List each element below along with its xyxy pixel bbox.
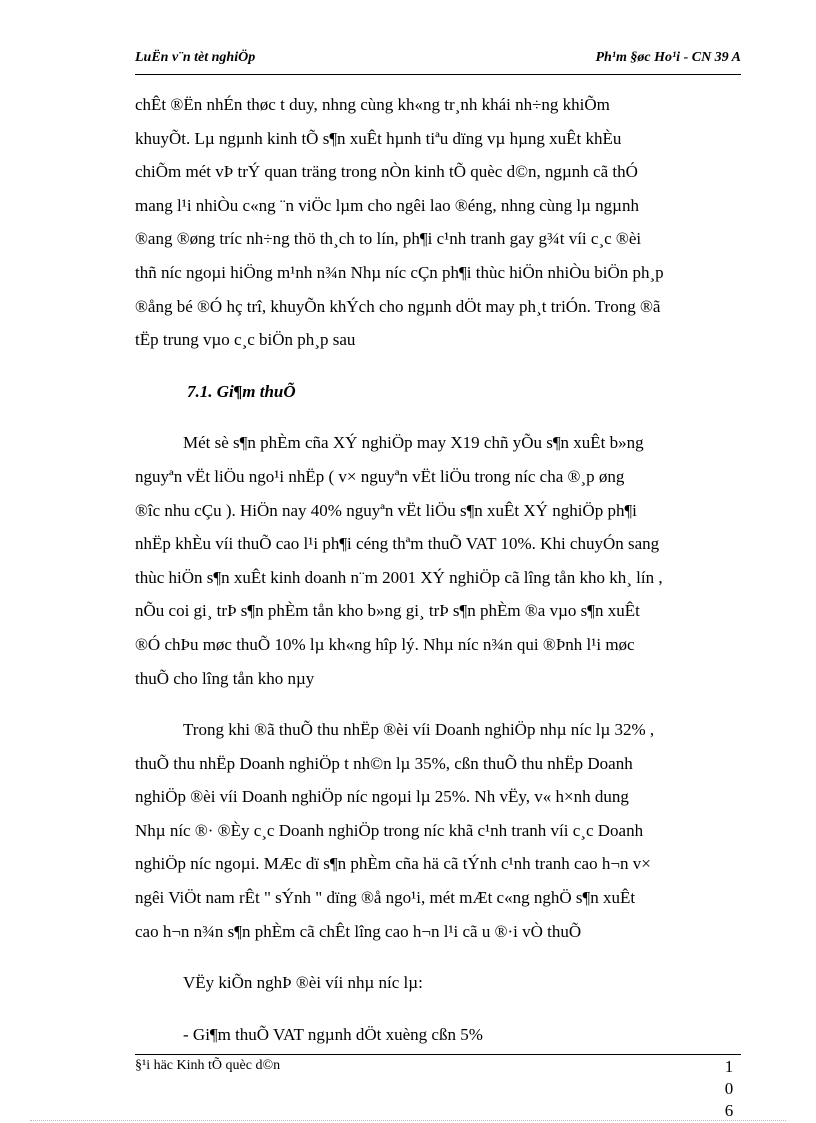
text-line: nÕu coi gi¸ trÞ s¶n phÈm tån kho b»ng gi¸ trÞ s¶n phÈm ®a vµo s¶n xuÊt (135, 601, 640, 621)
paragraph-income-tax (135, 713, 741, 948)
text-line: Mét sè s¶n phÈm cña XÝ nghiÖp may X19 chñ yÕu s¶n xuÊt b»ng (183, 433, 644, 453)
text-line: thùc hiÖn s¶n xuÊt kinh doanh n¨m 2001 XÝ nghiÖp cã lîng tån kho kh¸ lín , (135, 567, 663, 587)
text-line: ngêi ViÖt nam rÊt " sÝnh " dïng ®å ngo¹i, mét mÆt c«ng nghÖ s¶n xuÊt (135, 888, 636, 908)
page-number-digit: 6 (724, 1101, 734, 1120)
text-line: thuÕ cho lîng tån kho nµy (135, 668, 315, 688)
text-line: mang l¹i nhiÒu c«ng ¨n viÖc lµm cho ngêi lao ®éng, nhng cùng lµ ngµnh (135, 195, 639, 215)
text-line: chiÕm mét vÞ trÝ quan träng trong nÒn kinh tÕ quèc d©n, ngµnh cã thÓ (135, 162, 638, 182)
header-thesis-title: LuËn v¨n tèt nghiÖp (135, 50, 256, 65)
text-line: chÊt ®Ën nhÉn thøc t duy, nhng cùng kh«ng tr¸nh khái nh÷ng khiÕm (135, 95, 610, 114)
page-number-digit: 0 (724, 1079, 734, 1098)
text-line: Trong khi ®ã thuÕ thu nhËp ®èi víi Doanh nghiÖp nhµ níc lµ 32% , (183, 720, 655, 740)
proposal-item: - Gi¶m thuÕ VAT ngµnh dÖt xuèng cßn 5% (183, 1024, 483, 1044)
page-number (719, 1056, 739, 1122)
text-line: ®îc nhu cÇu ). HiÖn nay 40% nguyªn vËt liÖu s¶n xuÊt XÝ nghiÖp ph¶i (135, 500, 637, 520)
text-line: ®Ó chÞu møc thuÕ 10% lµ kh«ng hîp lý. Nhµ níc n¾n qui ®Þnh l¹i møc (135, 634, 635, 654)
page-number-digit: 1 (724, 1057, 734, 1076)
paragraph-materials (135, 426, 741, 695)
header-divider (135, 74, 741, 75)
text-line: cao h¬n n¾n s¶n phÈm cã chÊt lîng cao h¬n l¹i cã u ®·i vÒ thuÕ (135, 921, 582, 941)
text-line: thñ níc ngoµi hiÖng m¹nh n¾n Nhµ níc cÇn ph¶i thùc hiÖn nhiÒu biÖn ph¸p (135, 262, 664, 282)
text-line: Nhµ níc ®· ®Èy c¸c Doanh nghiÖp trong níc khã c¹nh tranh víi c¸c Doanh (135, 820, 644, 840)
text-line: nguyªn vËt liÖu ngo¹i nhËp ( v× nguyªn vËt liÖu trong níc cha ®¸p øng (135, 466, 625, 486)
text-line: tËp trung vµo c¸c biÖn ph¸p sau (135, 330, 356, 350)
document-body (135, 88, 741, 1051)
text-line: nghiÖp níc ngoµi. MÆc dï s¶n phÈm cña hä cã tÝnh c¹nh tranh cao h¬n v× (135, 854, 651, 874)
page-header (135, 50, 741, 72)
page-bottom-border (30, 1120, 786, 1121)
text-line: khuyÕt. Lµ ngµnh kinh tÕ s¶n xuÊt hµnh tiªu dïng vµ hµng xuÊt khÈu (135, 128, 622, 148)
text-line: ®ång bé ®Ó hç trî, khuyÕn khÝch cho ngµnh dÖt may ph¸t triÓn. Trong ®ã (135, 296, 661, 316)
paragraph-intro (135, 88, 741, 357)
section-heading: 7.1. Gi¶m thuÕ (187, 381, 296, 401)
proposal-intro: VËy kiÕn nghÞ ®èi víi nhµ níc lµ: (183, 973, 423, 993)
footer-divider (135, 1054, 741, 1055)
text-line: nghiÖp ®èi víi Doanh nghiÖp níc ngoµi lµ 25%. Nh vËy, v« h×nh dung (135, 787, 629, 807)
header-author: Ph¹m §øc Ho¹i - CN 39 A (595, 50, 741, 65)
footer-university: §¹i häc Kinh tÕ quèc d©n (135, 1058, 281, 1073)
text-line: ®ang ®øng tríc nh÷ng thö th¸ch to lín, ph¶i c¹nh tranh gay g¾t víi c¸c ®èi (135, 229, 642, 249)
text-line: nhËp khÈu víi thuÕ cao l¹i ph¶i céng thªm thuÕ VAT 10%. Khi chuyÓn sang (135, 534, 660, 554)
text-line: thuÕ thu nhËp Doanh nghiÖp t nh©n lµ 35%, cßn thuÕ thu nhËp Doanh (135, 753, 633, 773)
